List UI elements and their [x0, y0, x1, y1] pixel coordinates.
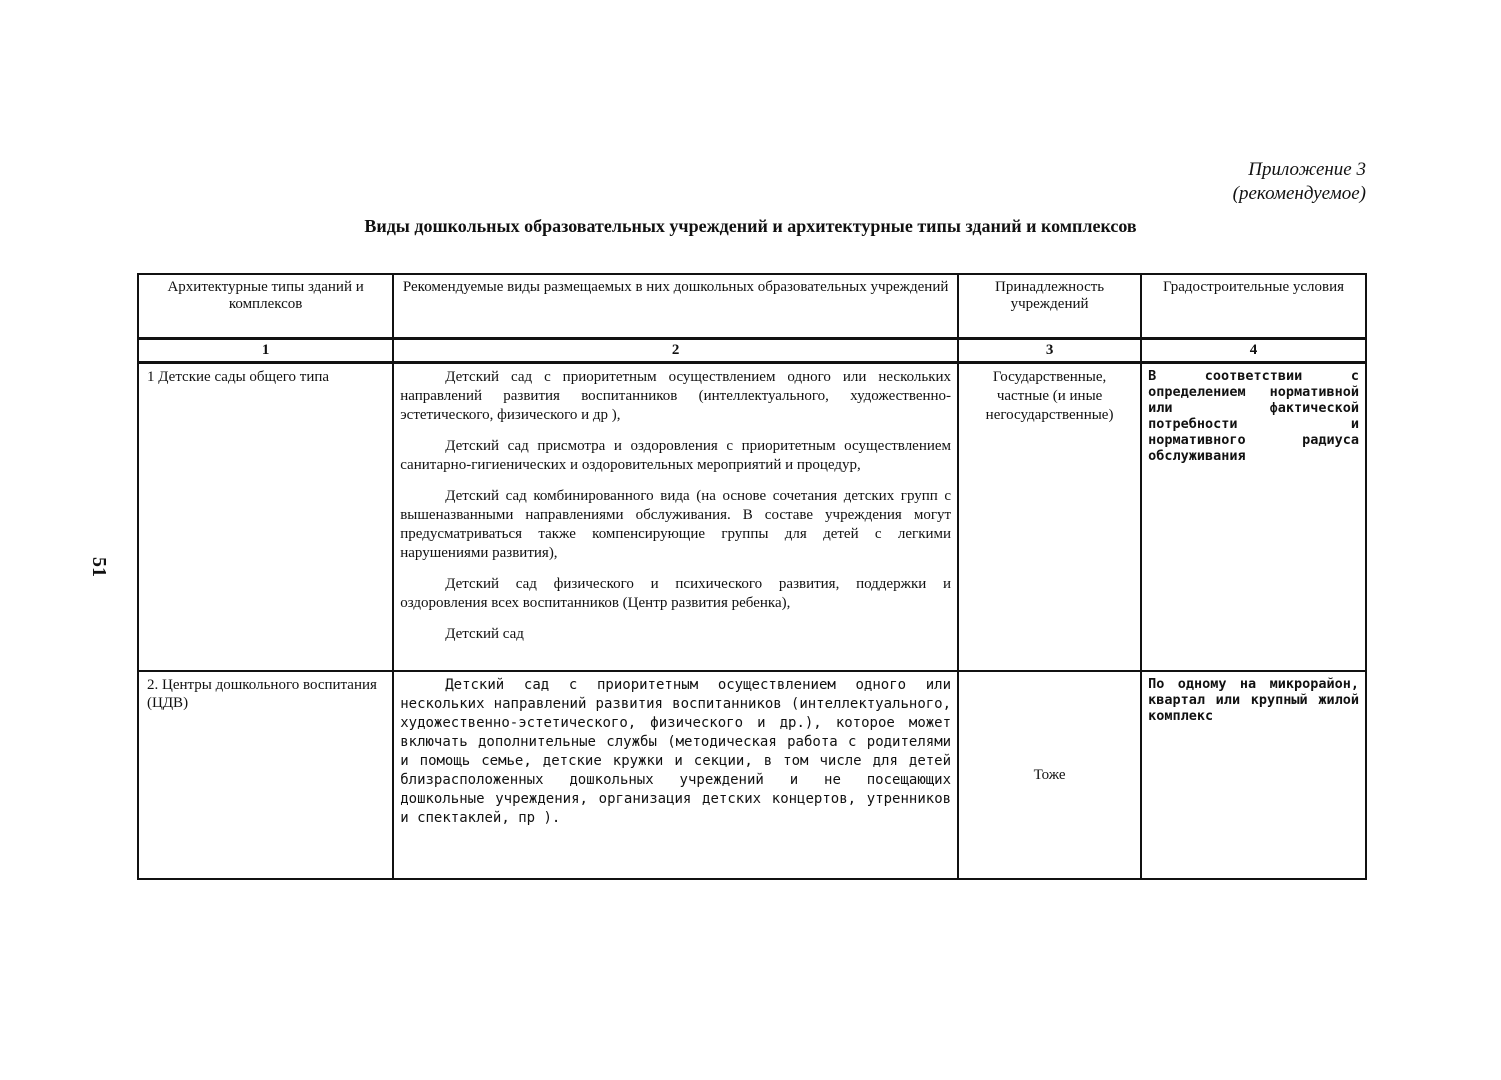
column-number: 4 [1141, 339, 1366, 363]
cell-ownership: Тоже [958, 671, 1141, 879]
cell-architectural-type: 2. Центры дошкольного воспитания (ЦДВ) [138, 671, 393, 879]
kind-paragraph: Детский сад [445, 626, 524, 642]
kind-paragraph: Детский сад комбинированного вида (на основе сочетания детских групп с вышеназванными направлениями обслуживания. В составе учреждения могут предусматриваться также компенсирующие группы для детей с легкими нарушениями развития), [400, 488, 952, 561]
table-row [138, 363, 1366, 672]
page-title: Виды дошкольных образовательных учреждений и архитектурные типы зданий и комплексов [364, 216, 1137, 236]
kind-paragraph: Детский сад физического и психического развития, поддержки и оздоровления всех воспитанников (Центр развития ребенка), [400, 576, 952, 611]
column-number-row [138, 339, 1366, 363]
header-urban-conditions: Градостроительные условия [1141, 274, 1366, 339]
cell-ownership: Государственные, частные (и иные негосударственные) [958, 363, 1141, 672]
column-number: 3 [958, 339, 1141, 363]
appendix-number: Приложение 3 [1248, 159, 1366, 180]
institutions-table [137, 273, 1367, 880]
cell-urban-conditions: В соответствии с определением нормативной или фактической потребности и нормативного радиуса обслуживания [1141, 363, 1366, 672]
cell-urban-conditions: По одному на микрорайон, квартал или крупный жилой комплекс [1141, 671, 1366, 879]
table-header-row [138, 274, 1366, 339]
page-number: 51 [88, 557, 110, 577]
column-number: 2 [393, 339, 958, 363]
header-ownership: Принадлежность учреждений [958, 274, 1141, 339]
kind-paragraph: Детский сад с приоритетным осуществлением одного или нескольких направлений развития воспитанников (интеллектуального, художественно-эстетического, физического и др.), которое может включать дополнительные службы (методическая работа с родителями и помощь семье, детские кружки и секции, в том числе для детей близрасположенных дошкольных учреждений и не посещающих дошкольные учреждения, организация детских концертов, утренников и спектаклей, пр ). [400, 677, 952, 826]
header-recommended-kinds: Рекомендуемые виды размещаемых в них дошкольных образовательных учреждений [393, 274, 958, 339]
column-number: 1 [138, 339, 393, 363]
cell-recommended-kinds [393, 671, 958, 879]
cell-architectural-type: 1 Детские сады общего типа [138, 363, 393, 672]
header-architectural-types: Архитектурные типы зданий и комплексов [138, 274, 393, 339]
appendix-label [1233, 158, 1366, 206]
cell-recommended-kinds [393, 363, 958, 672]
appendix-status: (рекомендуемое) [1232, 183, 1366, 204]
table-row [138, 671, 1366, 879]
kind-paragraph: Детский сад присмотра и оздоровления с приоритетным осуществлением санитарно-гигиенических и оздоровительных мероприятий и процедур, [400, 438, 952, 473]
kind-paragraph: Детский сад с приоритетным осуществлением одного или нескольких направлений развития воспитанников (интеллектуального, художественно-эстетического, физического и др ), [400, 369, 952, 423]
